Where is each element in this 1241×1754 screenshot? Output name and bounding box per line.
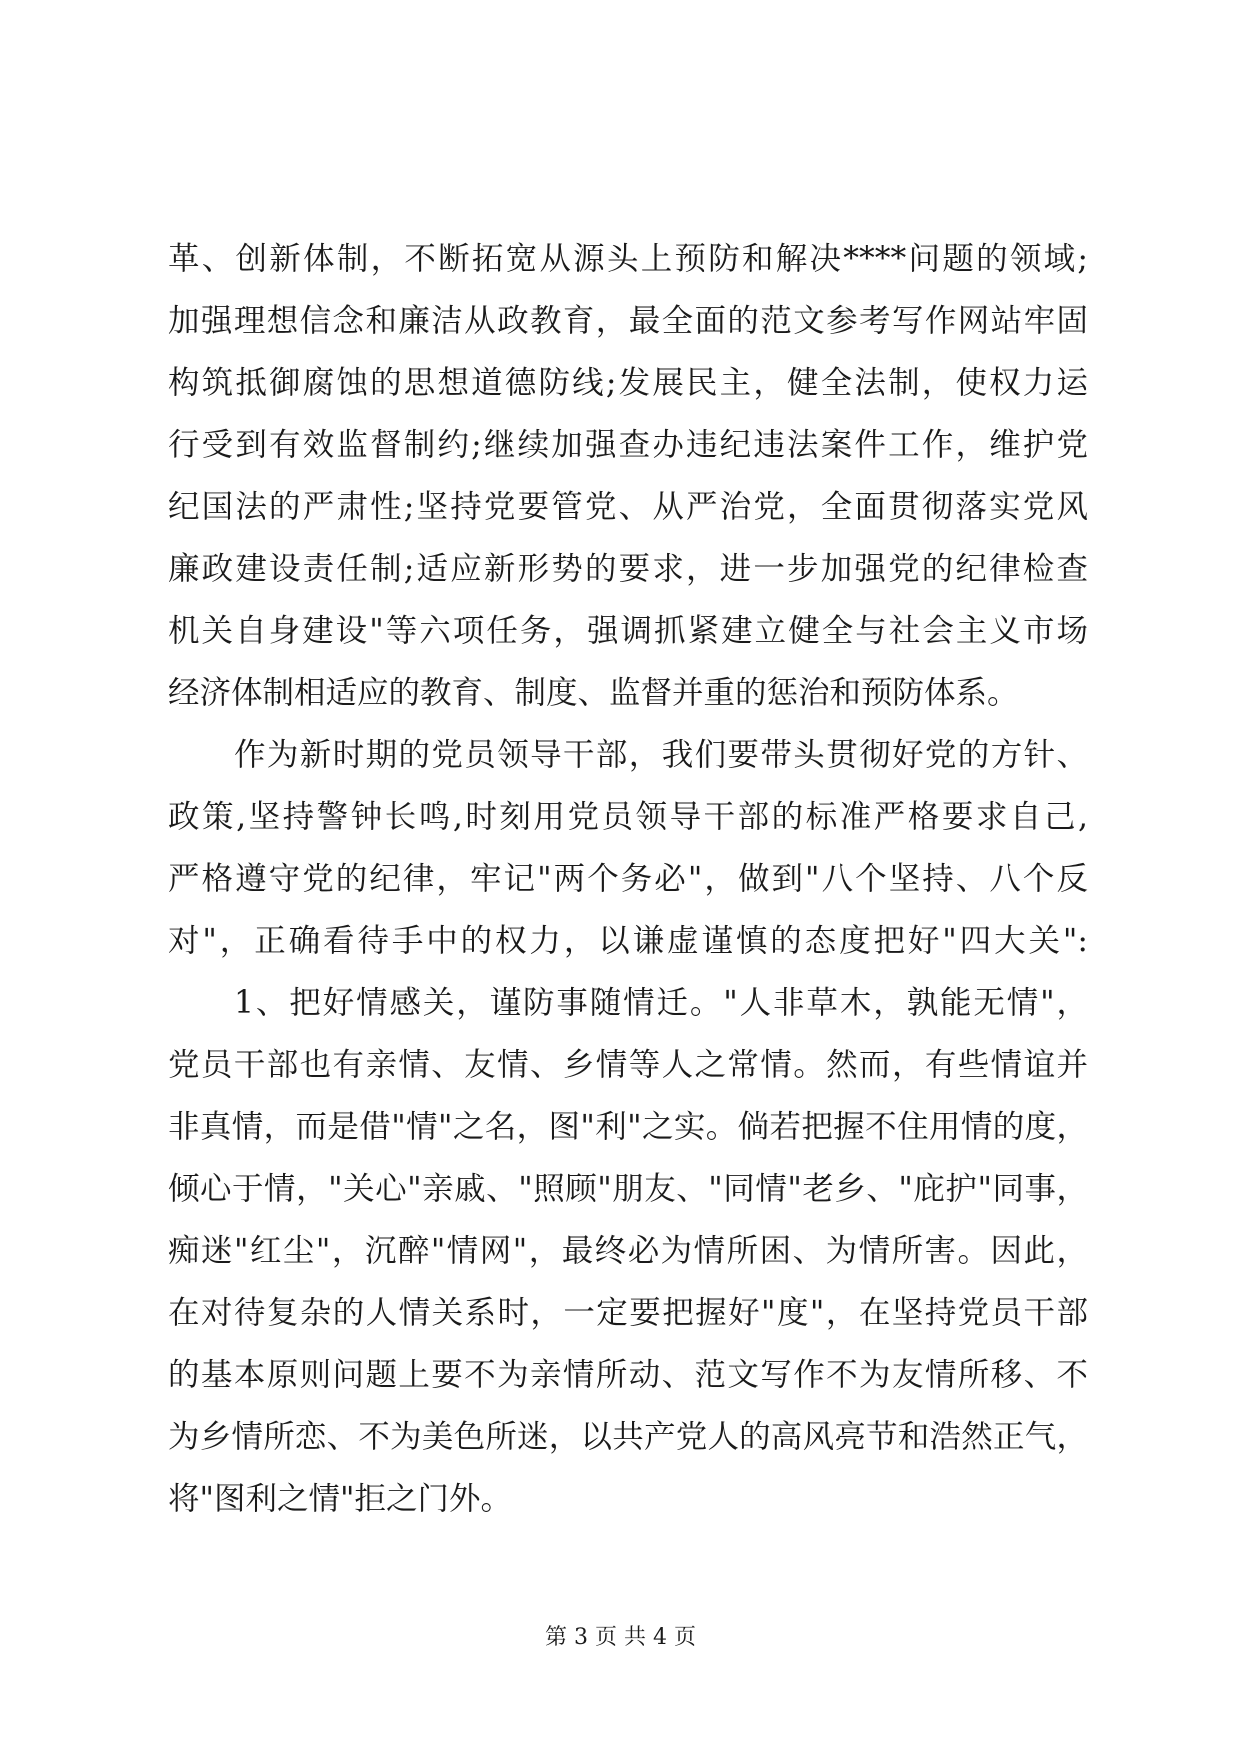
text-line: 作为新时期的党员领导干部，我们要带头贯彻好党的方针、 bbox=[234, 737, 1088, 773]
text-line: 在对待复杂的人情关系时，一定要把握好"度"，在坚持党员干部 bbox=[168, 1295, 1088, 1331]
text-line: 对"，正确看待手中的权力，以谦虚谨慎的态度把好"四大关": bbox=[168, 923, 1088, 959]
text-line: 痴迷"红尘"，沉醉"情网"，最终必为情所困、为情所害。因此， bbox=[168, 1233, 1088, 1269]
text-line: 廉政建设责任制;适应新形势的要求，进一步加强党的纪律检查 bbox=[168, 551, 1088, 587]
text-line: 为乡情所恋、不为美色所迷，以共产党人的高风亮节和浩然正气， bbox=[168, 1419, 1088, 1455]
text-line: 加强理想信念和廉洁从政教育，最全面的范文参考写作网站牢固 bbox=[168, 303, 1088, 339]
page-number-footer: 第 3 页 共 4 页 bbox=[545, 1625, 696, 1650]
text-line: 行受到有效监督制约;继续加强查办违纪违法案件工作，维护党 bbox=[168, 427, 1088, 463]
text-line: 革、创新体制，不断拓宽从源头上预防和解决****问题的领域; bbox=[168, 241, 1088, 277]
text-line: 经济体制相适应的教育、制度、监督并重的惩治和预防体系。 bbox=[168, 675, 1019, 711]
text-line: 将"图利之情"拒之门外。 bbox=[168, 1481, 512, 1517]
text-line: 纪国法的严肃性;坚持党要管党、从严治党，全面贯彻落实党风 bbox=[168, 489, 1088, 525]
text-line: 严格遵守党的纪律，牢记"两个务必"，做到"八个坚持、八个反 bbox=[168, 861, 1088, 897]
text-line: 机关自身建设"等六项任务，强调抓紧建立健全与社会主义市场 bbox=[168, 613, 1088, 649]
body-text bbox=[168, 228, 1088, 1530]
text-line: 构筑抵御腐蚀的思想道德防线;发展民主，健全法制，使权力运 bbox=[168, 365, 1088, 401]
text-line: 政策,坚持警钟长鸣,时刻用党员领导干部的标准严格要求自己, bbox=[168, 799, 1088, 835]
text-line: 党员干部也有亲情、友情、乡情等人之常情。然而，有些情谊并 bbox=[168, 1047, 1088, 1083]
text-line: 非真情，而是借"情"之名，图"利"之实。倘若把握不住用情的度， bbox=[168, 1109, 1088, 1145]
text-line: 的基本原则问题上要不为亲情所动、范文写作不为友情所移、不 bbox=[168, 1357, 1088, 1393]
text-line: 倾心于情，"关心"亲戚、"照顾"朋友、"同情"老乡、"庇护"同事， bbox=[168, 1171, 1088, 1207]
text-line: 1、把好情感关，谨防事随情迁。"人非草木，孰能无情"， bbox=[234, 985, 1088, 1021]
